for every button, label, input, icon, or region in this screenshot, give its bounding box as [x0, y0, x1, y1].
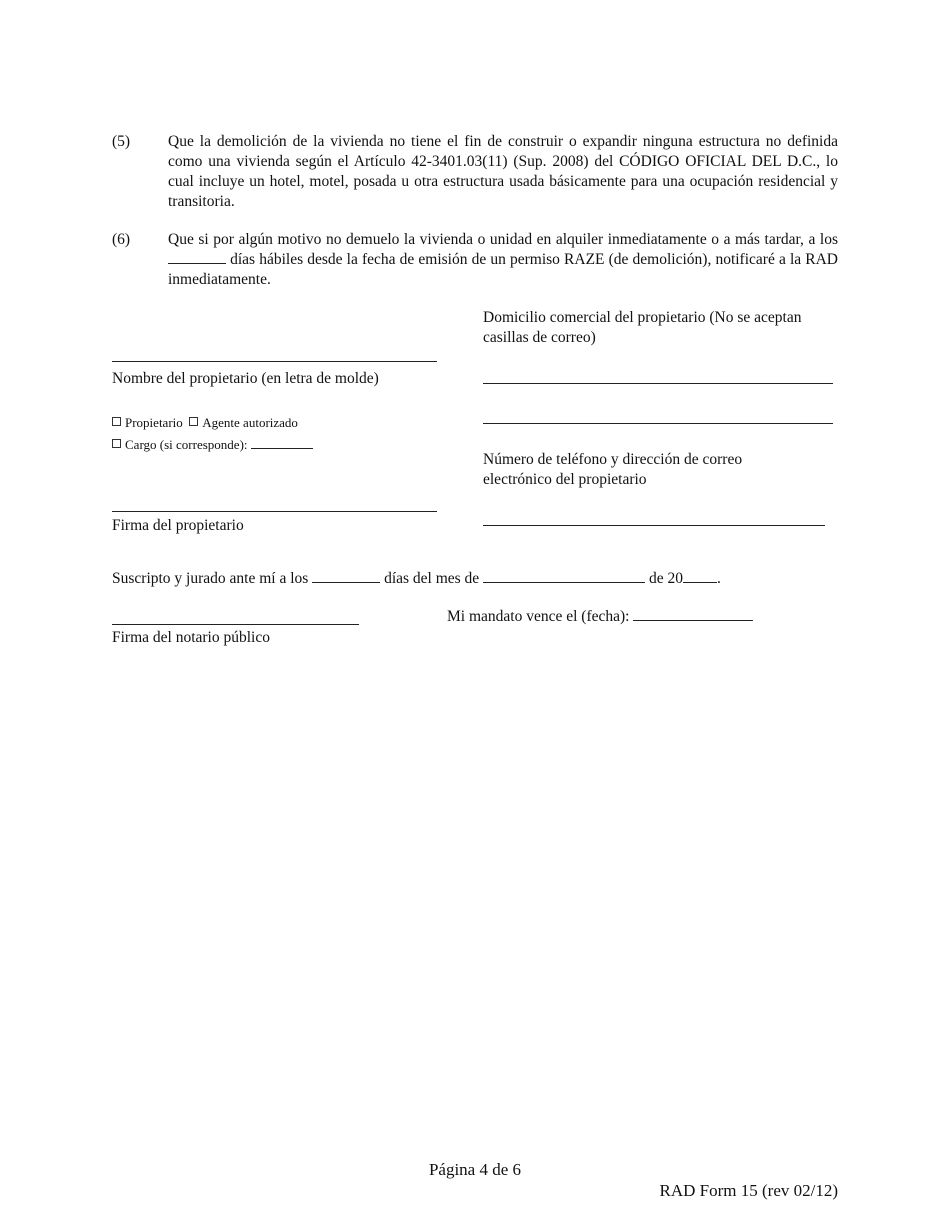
position-option: [112, 437, 313, 453]
position-label: Cargo (si corresponde):: [125, 437, 248, 452]
commission-expiry: [447, 607, 753, 627]
commission-date-blank[interactable]: [633, 608, 753, 621]
page-number: Página 4 de 6: [428, 1160, 522, 1179]
role-agent-label: Agente autorizado: [202, 415, 298, 430]
owner-contact-label: Número de teléfono y dirección de correo electrónico del propietario: [483, 451, 743, 488]
owner-contact-line[interactable]: [483, 525, 825, 526]
business-days-blank[interactable]: [168, 251, 226, 264]
notary-signature-label: Firma del notario público: [112, 629, 270, 646]
sworn-prefix: Suscripto y jurado ante mí a los: [112, 570, 309, 587]
owner-address-line-2[interactable]: [483, 423, 833, 424]
commission-label: Mi mandato vence el (fecha):: [447, 608, 630, 625]
sworn-year: de 20: [648, 570, 683, 587]
clause-number: (6): [112, 231, 131, 248]
clause-5: [112, 132, 838, 212]
clause-text: [168, 230, 838, 290]
clause-text: Que la demolición de la vivienda no tiene el fin de construir o expandir ninguna estructura no definida como una vivienda según el Artículo 42-3401.03(11) (Sup. 2008) del CÓDIGO OFICIAL DEL D.C., lo cual incluye un hotel, motel, posada u otra estructura usada básicamente para una ocupación residencial y transitoria.: [168, 133, 838, 210]
notary-signature-line[interactable]: [112, 624, 359, 625]
clause-text-before: Que si por algún motivo no demuelo la vivienda o unidad en alquiler inmediatamente o a más tardar, a los: [168, 231, 838, 248]
sworn-month-blank[interactable]: [483, 570, 645, 583]
clause-6: [112, 230, 838, 290]
sworn-middle: días del mes de: [384, 570, 480, 587]
owner-checkbox[interactable]: [112, 417, 121, 426]
owner-name-label: Nombre del propietario (en letra de molde): [112, 370, 379, 387]
form-id: RAD Form 15 (rev 02/12): [659, 1181, 838, 1200]
agent-checkbox[interactable]: [189, 417, 198, 426]
position-checkbox[interactable]: [112, 439, 121, 448]
clause-text-after: días hábiles desde la fecha de emisión de un permiso RAZE (de demolición), notificaré a la RAD inmediatamente.: [168, 251, 838, 288]
sworn-statement: Suscripto y jurado ante mí a los días del mes de de 20 .: [112, 570, 721, 587]
sworn-day-blank[interactable]: [312, 570, 380, 583]
owner-address-label: Domicilio comercial del propietario (No se aceptan casillas de correo): [483, 309, 802, 346]
role-owner-label: Propietario: [125, 415, 183, 430]
owner-signature-label: Firma del propietario: [112, 517, 244, 534]
position-blank[interactable]: [251, 438, 313, 449]
owner-name-line[interactable]: [112, 361, 437, 362]
role-options: [112, 415, 298, 431]
owner-signature-line[interactable]: [112, 511, 437, 512]
owner-address-line-1[interactable]: [483, 383, 833, 384]
sworn-year-blank[interactable]: [683, 570, 717, 583]
clause-number: (5): [112, 133, 131, 150]
